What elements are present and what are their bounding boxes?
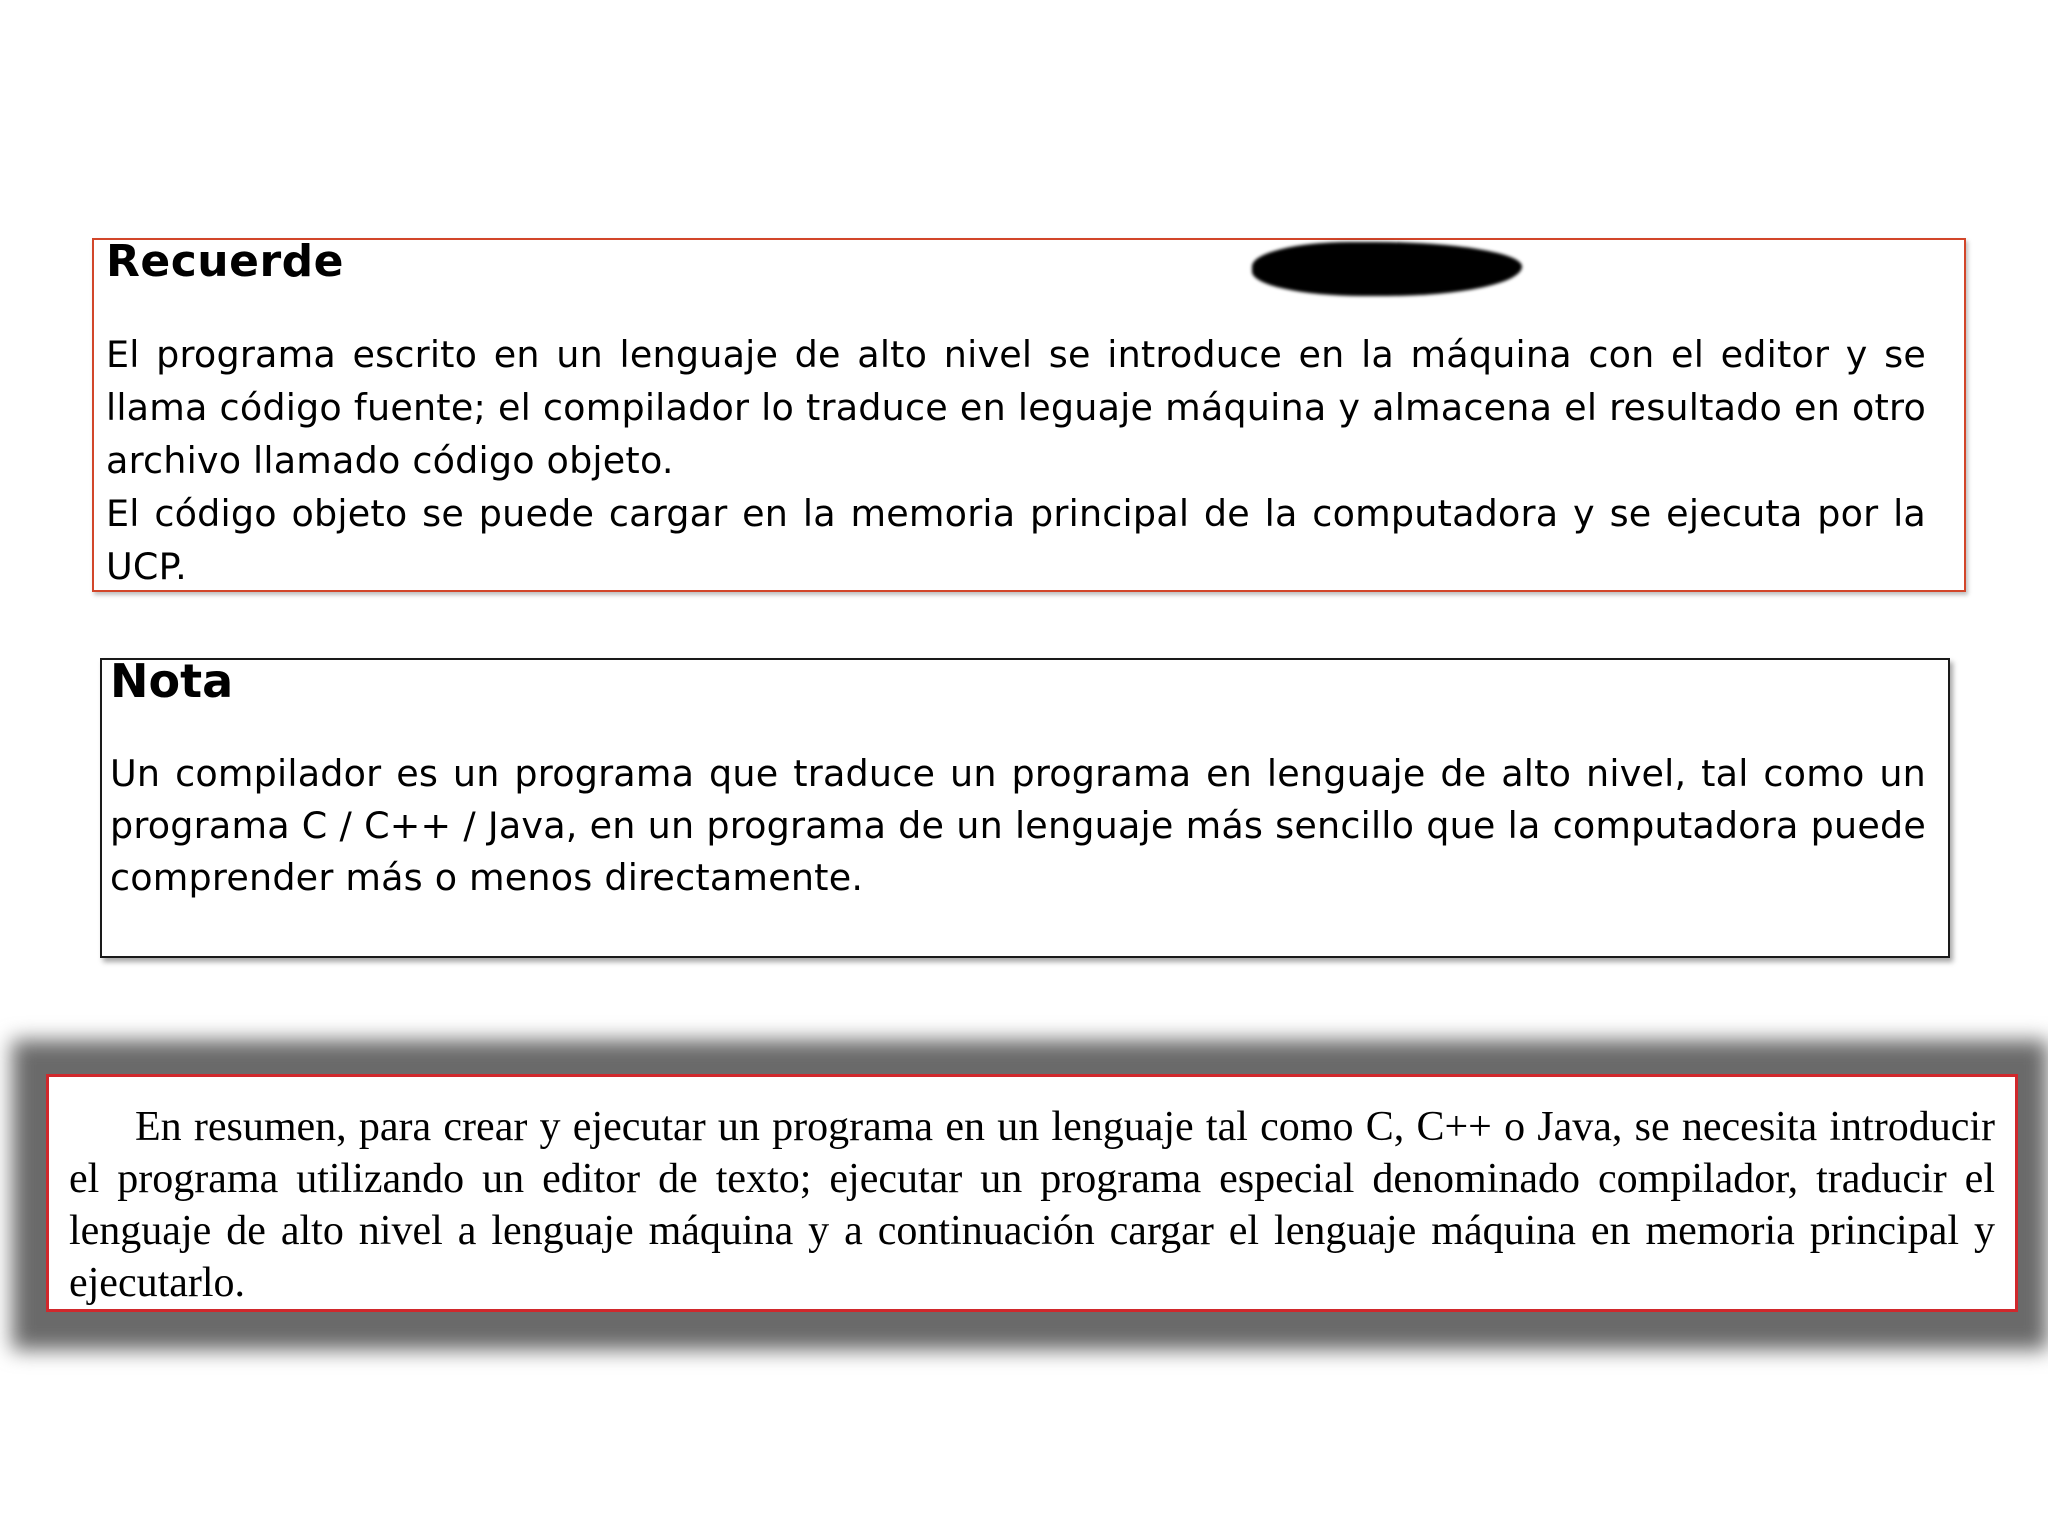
- recuerde-body: [106, 328, 1926, 593]
- resumen-body: [69, 1101, 1995, 1309]
- resumen-paragraph: En resumen, para crear y ejecutar un programa en un lenguaje tal como C, C++ o Java, se necesita introducir el programa utilizando un editor de texto; ejecutar un programa especial denominado compilador, traducir el lenguaje de alto nivel a lenguaje máquina y a continuación cargar el lenguaje máquina en memoria principal y ejecutarlo.: [69, 1104, 1995, 1306]
- recuerde-paragraph: El programa escrito en un lenguaje de alto nivel se introduce en la máquina con el editor y se llama código fuente; el compilador lo traduce en leguaje máquina y almacena el resultado en otro archivo llamado código objeto.: [106, 333, 1926, 482]
- nota-box: [100, 654, 1950, 958]
- recuerde-box: [92, 238, 1966, 592]
- recuerde-paragraph: El código objeto se puede cargar en la memoria principal de la computadora y se ejecuta por la UCP.: [106, 492, 1926, 588]
- recuerde-title: Recuerde: [106, 236, 345, 287]
- nota-title: Nota: [110, 654, 234, 708]
- resumen-box: [46, 1074, 2018, 1312]
- nota-paragraph: Un compilador es un programa que traduce un programa en lenguaje de alto nivel, tal como un programa C / C++ / Java, en un programa de un lenguaje más sencillo que la computadora puede comprender más o menos directamente.: [110, 752, 1926, 899]
- redaction-mark: [1252, 242, 1522, 296]
- nota-body: [110, 748, 1926, 904]
